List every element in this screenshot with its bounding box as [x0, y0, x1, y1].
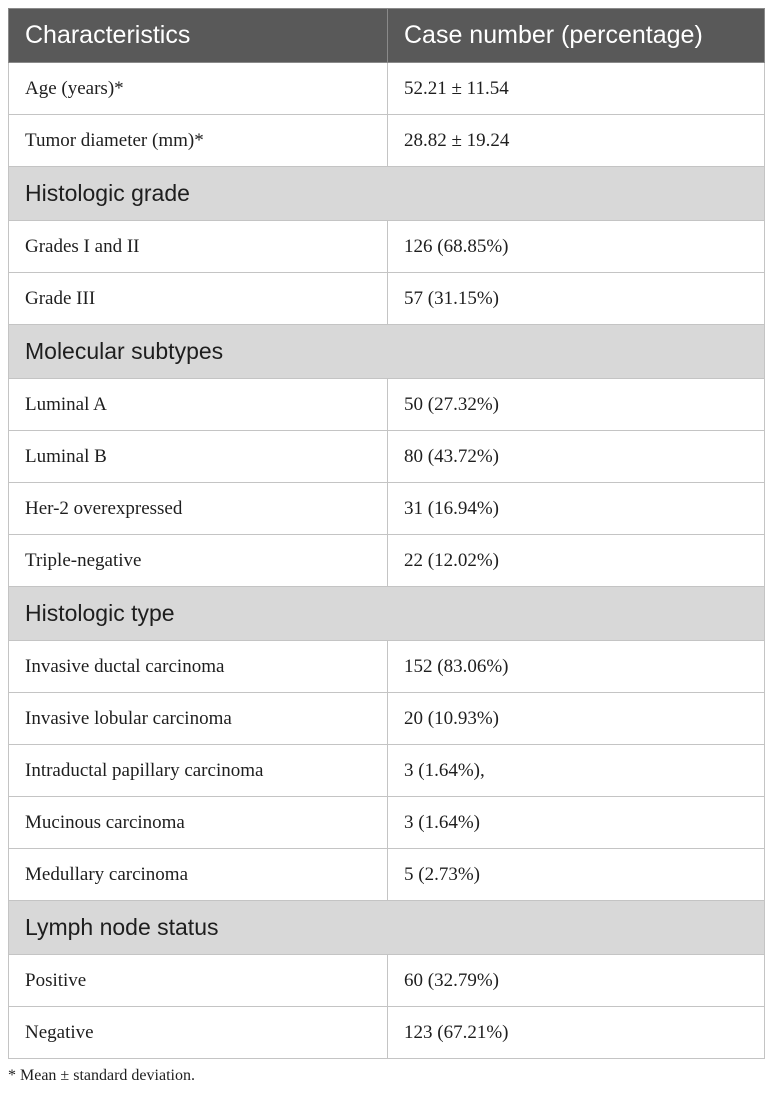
section-header-row — [9, 325, 765, 379]
table-row — [9, 745, 765, 797]
table-row — [9, 221, 765, 273]
row-value: 60 (32.79%) — [388, 955, 765, 1007]
row-label: Grade III — [9, 273, 388, 325]
section-header-row — [9, 167, 765, 221]
table-row — [9, 955, 765, 1007]
row-value: 123 (67.21%) — [388, 1007, 765, 1059]
table-row — [9, 693, 765, 745]
section-header-label: Molecular subtypes — [9, 325, 765, 379]
row-value: 3 (1.64%) — [388, 797, 765, 849]
row-label: Grades I and II — [9, 221, 388, 273]
row-label: Intraductal papillary carcinoma — [9, 745, 388, 797]
row-value: 152 (83.06%) — [388, 641, 765, 693]
row-value: 57 (31.15%) — [388, 273, 765, 325]
section-header-label: Lymph node status — [9, 901, 765, 955]
header-case-number: Case number (percentage) — [388, 9, 765, 63]
row-value: 3 (1.64%), — [388, 745, 765, 797]
table-row — [9, 1007, 765, 1059]
table-header-row — [9, 9, 765, 63]
table-row — [9, 431, 765, 483]
row-label: Invasive ductal carcinoma — [9, 641, 388, 693]
section-header-label: Histologic grade — [9, 167, 765, 221]
table-row — [9, 849, 765, 901]
row-label: Medullary carcinoma — [9, 849, 388, 901]
section-header-row — [9, 901, 765, 955]
table-row — [9, 535, 765, 587]
characteristics-table-container — [8, 8, 764, 1059]
table-row — [9, 379, 765, 431]
row-value: 28.82 ± 19.24 — [388, 115, 765, 167]
section-header-row — [9, 587, 765, 641]
row-label: Positive — [9, 955, 388, 1007]
row-label: Mucinous carcinoma — [9, 797, 388, 849]
row-value: 50 (27.32%) — [388, 379, 765, 431]
table-row — [9, 641, 765, 693]
row-label: Luminal B — [9, 431, 388, 483]
header-characteristics: Characteristics — [9, 9, 388, 63]
row-value: 5 (2.73%) — [388, 849, 765, 901]
table-row — [9, 115, 765, 167]
row-value: 31 (16.94%) — [388, 483, 765, 535]
row-label: Age (years)* — [9, 63, 388, 115]
row-value: 20 (10.93%) — [388, 693, 765, 745]
table-row — [9, 797, 765, 849]
table-row — [9, 273, 765, 325]
row-label: Luminal A — [9, 379, 388, 431]
row-value: 52.21 ± 11.54 — [388, 63, 765, 115]
row-value: 22 (12.02%) — [388, 535, 765, 587]
table-row — [9, 483, 765, 535]
table-row — [9, 63, 765, 115]
characteristics-table — [8, 8, 765, 1059]
row-label: Tumor diameter (mm)* — [9, 115, 388, 167]
row-label: Negative — [9, 1007, 388, 1059]
section-header-label: Histologic type — [9, 587, 765, 641]
row-value: 80 (43.72%) — [388, 431, 765, 483]
row-value: 126 (68.85%) — [388, 221, 765, 273]
table-body — [9, 63, 765, 1059]
table-footnote: * Mean ± standard deviation. — [8, 1067, 195, 1084]
row-label: Triple-negative — [9, 535, 388, 587]
row-label: Invasive lobular carcinoma — [9, 693, 388, 745]
row-label: Her-2 overexpressed — [9, 483, 388, 535]
